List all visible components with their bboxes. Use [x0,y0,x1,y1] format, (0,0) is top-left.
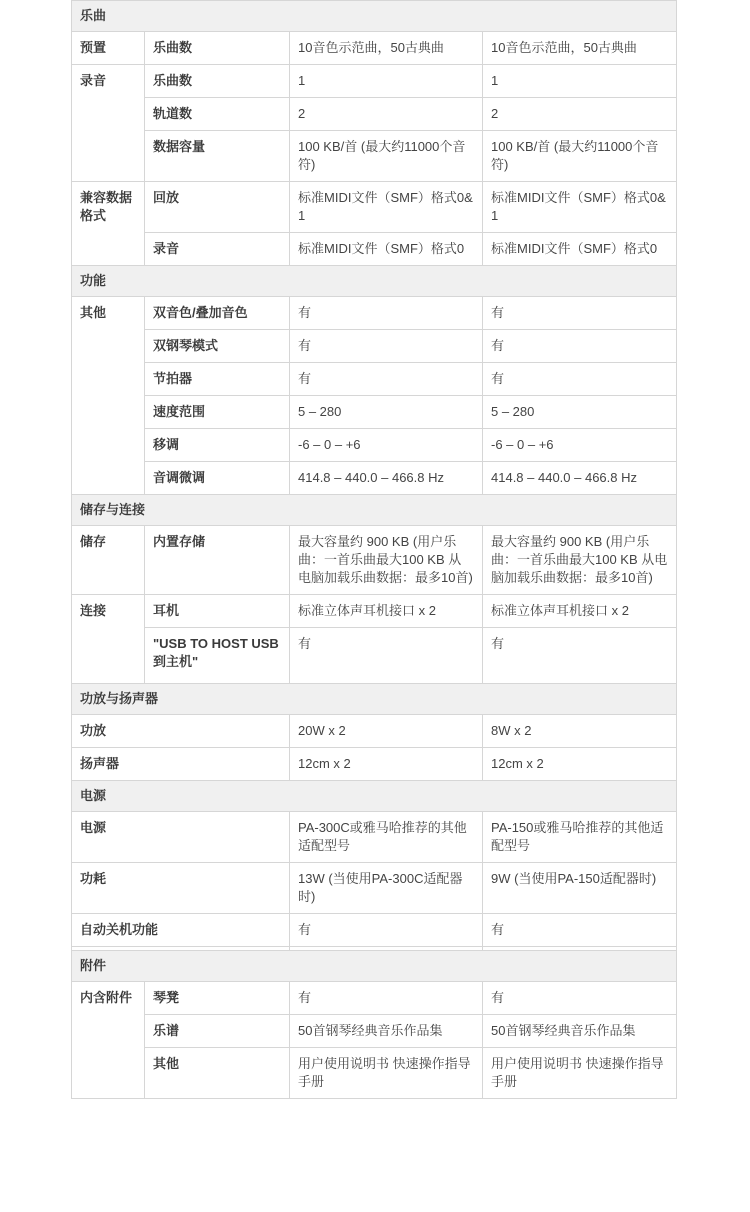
group-label: 储存 [72,526,145,595]
section-row-power [72,781,677,812]
section-title-amp: 功放与扬声器 [72,684,677,715]
section-row-storage [72,495,677,526]
table-row [72,1015,677,1048]
table-row [72,32,677,65]
value-model-b: 有 [483,330,677,363]
value-model-a: 10音色示范曲，50古典曲 [290,32,483,65]
value-model-b: 有 [483,297,677,330]
value-model-a: 有 [290,297,483,330]
value-model-a: 5 – 280 [290,396,483,429]
item-label: 速度范围 [145,396,290,429]
value-model-b: 12cm x 2 [483,748,677,781]
item-label: 乐谱 [145,1015,290,1048]
section-title-song: 乐曲 [72,1,677,32]
value-model-b: 9W (当使用PA-150适配器时) [483,863,677,914]
group-label: 预置 [72,32,145,65]
spec-table-container [71,0,676,1099]
item-label: 录音 [145,233,290,266]
table-row [72,1048,677,1099]
item-label: 音调微调 [145,462,290,495]
table-row [72,982,677,1015]
value-model-b: 用户使用说明书 快速操作指导手册 [483,1048,677,1099]
item-label: 琴凳 [145,982,290,1015]
value-model-a: 标准立体声耳机接口 x 2 [290,595,483,628]
value-model-a: 414.8 – 440.0 – 466.8 Hz [290,462,483,495]
value-model-a: -6 – 0 – +6 [290,429,483,462]
value-model-b: 标准立体声耳机接口 x 2 [483,595,677,628]
section-title-function: 功能 [72,266,677,297]
value-model-a: 50首钢琴经典音乐作品集 [290,1015,483,1048]
table-row [72,462,677,495]
table-row [72,297,677,330]
value-model-a: PA-300C或雅马哈推荐的其他适配型号 [290,812,483,863]
section-title-storage: 储存与连接 [72,495,677,526]
item-label: 数据容量 [145,131,290,182]
value-model-a: 用户使用说明书 快速操作指导手册 [290,1048,483,1099]
value-model-a: 有 [290,330,483,363]
value-model-a: 最大容量约 900 KB (用户乐曲：一首乐曲最大100 KB 从电脑加载乐曲数据：最多10首) [290,526,483,595]
table-row [72,715,677,748]
table-row [72,595,677,628]
group-label: 扬声器 [72,748,290,781]
value-model-b: 有 [483,914,677,947]
value-model-a: 20W x 2 [290,715,483,748]
table-row [72,131,677,182]
value-model-a: 标准MIDI文件（SMF）格式0&1 [290,182,483,233]
item-label: 节拍器 [145,363,290,396]
section-title-accessory: 附件 [72,951,677,982]
table-row [72,363,677,396]
value-model-a: 有 [290,982,483,1015]
value-model-b: 414.8 – 440.0 – 466.8 Hz [483,462,677,495]
value-model-b: 8W x 2 [483,715,677,748]
value-model-b: 最大容量约 900 KB (用户乐曲：一首乐曲最大100 KB 从电脑加载乐曲数据：最多10首) [483,526,677,595]
table-row [72,396,677,429]
table-row [72,98,677,131]
section-row-amp [72,684,677,715]
value-model-a: 有 [290,628,483,684]
section-row-song [72,1,677,32]
group-label: 自动关机功能 [72,914,290,947]
group-label: 功放 [72,715,290,748]
value-model-b: 50首钢琴经典音乐作品集 [483,1015,677,1048]
table-row [72,65,677,98]
value-model-b: 标准MIDI文件（SMF）格式0 [483,233,677,266]
table-row [72,628,677,684]
value-model-a: 标准MIDI文件（SMF）格式0 [290,233,483,266]
value-model-b: 100 KB/首 (最大约11000个音符) [483,131,677,182]
item-label: 乐曲数 [145,65,290,98]
section-row-function [72,266,677,297]
value-model-a: 2 [290,98,483,131]
value-model-a: 1 [290,65,483,98]
spec-table [71,0,677,1099]
item-label: 移调 [145,429,290,462]
value-model-b: -6 – 0 – +6 [483,429,677,462]
value-model-b: 有 [483,982,677,1015]
table-row [72,812,677,863]
table-row [72,330,677,363]
table-row [72,233,677,266]
value-model-a: 有 [290,363,483,396]
item-label: 双音色/叠加音色 [145,297,290,330]
value-model-b: 5 – 280 [483,396,677,429]
group-label: 内含附件 [72,982,145,1099]
group-label: 功耗 [72,863,290,914]
table-row [72,182,677,233]
value-model-a: 100 KB/首 (最大约11000个音符) [290,131,483,182]
value-model-b: PA-150或雅马哈推荐的其他适配型号 [483,812,677,863]
item-label: 耳机 [145,595,290,628]
value-model-a: 12cm x 2 [290,748,483,781]
item-label: 其他 [145,1048,290,1099]
table-row [72,429,677,462]
value-model-a: 有 [290,914,483,947]
item-label: 内置存储 [145,526,290,595]
section-row-accessory [72,951,677,982]
item-label: 乐曲数 [145,32,290,65]
value-model-b: 1 [483,65,677,98]
value-model-b: 2 [483,98,677,131]
item-label: "USB TO HOST USB到主机" [145,628,290,684]
value-model-b: 10音色示范曲，50古典曲 [483,32,677,65]
value-model-a: 13W (当使用PA-300C适配器时) [290,863,483,914]
value-model-b: 有 [483,363,677,396]
value-model-b: 有 [483,628,677,684]
table-row [72,863,677,914]
group-label: 兼容数据格式 [72,182,145,266]
group-label: 电源 [72,812,290,863]
group-label: 连接 [72,595,145,684]
table-row [72,748,677,781]
item-label: 回放 [145,182,290,233]
table-row [72,526,677,595]
group-label: 录音 [72,65,145,182]
item-label: 轨道数 [145,98,290,131]
value-model-b: 标准MIDI文件（SMF）格式0&1 [483,182,677,233]
item-label: 双钢琴模式 [145,330,290,363]
group-label: 其他 [72,297,145,495]
section-title-power: 电源 [72,781,677,812]
table-row [72,914,677,947]
